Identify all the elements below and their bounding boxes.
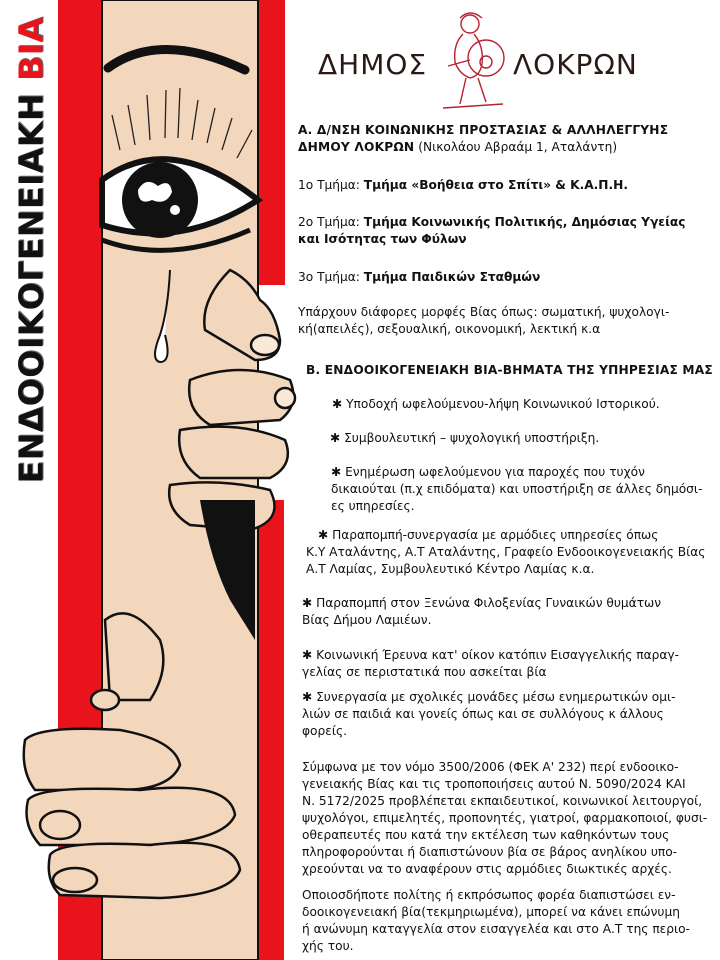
- department-1-name: Τμήμα «Βοήθεια στο Σπίτι» & Κ.Α.Π.Η.: [363, 178, 628, 192]
- step-item-cont: δικαιούται (π.χ επιδόματα) και υποστήριξη σε άλλες δημόσι-: [331, 482, 703, 496]
- step-item: ✱ Συμβουλευτική – ψυχολογική υποστήριξη.: [330, 431, 600, 445]
- section-a-address: (Νικολάου Αβραάμ 1, Αταλάντη): [418, 140, 618, 154]
- department-2-name-line1: Τμήμα Κοινωνικής Πολιτικής, Δημόσιας Υγείας: [363, 215, 686, 229]
- step-item: ✱ Παραπομπή-συνεργασία με αρμόδιες υπηρεσίες όπως: [318, 528, 659, 542]
- vertical-poster-title: [6, 0, 56, 500]
- department-3: [298, 269, 708, 286]
- step-item-cont: Κ.Υ Αταλάντης, Α.Τ Αταλάντης, Γραφείο Ενδοοικογενειακής Βίας: [306, 545, 706, 559]
- law-paragraph-line: γενειακής Βίας και τις τροποποιήσεις αυτού Ν. 5090/2024 ΚΑΙ: [302, 777, 686, 791]
- step-item-cont: Βίας Δήμου Λαμιέων.: [302, 613, 432, 627]
- step-item: ✱ Κοινωνική Έρευνα κατ' οίκον κατόπιν Εισαγγελικής παραγ-: [302, 648, 680, 662]
- section-a-heading-line1: Α. Δ/ΝΣΗ ΚΟΙΝΩΝΙΚΗΣ ΠΡΟΣΤΑΣΙΑΣ & ΑΛΛΗΛΕΓΓΥΗΣ: [298, 123, 669, 137]
- step-item-cont: Α.Τ Λαμίας, Συμβουλευτικό Κέντρο Λαμίας κ.α.: [306, 562, 595, 576]
- vertical-title-part2: ΒΙΑ: [11, 16, 51, 82]
- violence-forms-line1: Υπάρχουν διάφορες μορφές Βίας όπως: σωματική, ψυχολογι-: [298, 305, 670, 319]
- vertical-title-part1: ΕΝΔΟΟΙΚΟΓΕΝΕΙΑΚΗ: [11, 93, 51, 484]
- right-red-strip-lower: [258, 500, 284, 960]
- law-paragraph-line: Ν. 5172/2025 προβλέπεται εκπαιδευτικοί, κοινωνικοί λειτουργοί,: [302, 794, 703, 808]
- section-a-heading-municipality: ΔΗΜΟΥ ΛΟΚΡΩΝ: [298, 140, 415, 154]
- law-paragraph-line: οθεραπευτές που κατά την εκτέλεση των καθηκόντων τους: [302, 828, 670, 842]
- department-1: [298, 177, 708, 194]
- law-paragraph-line: χρεούνται να το αναφέρουν στις αρμόδιες διωκτικές αρχές.: [302, 862, 672, 876]
- section-a-heading-line2: [298, 139, 708, 156]
- violence-forms-line2: κή(απειλές), σεξουαλική, οικονομική, λεκτική κ.α: [298, 322, 601, 336]
- municipality-logo: [318, 8, 678, 108]
- step-item: ✱ Υποδοχή ωφελούμενου-λήψη Κοινωνικού Ιστορικού.: [332, 397, 660, 411]
- department-3-label: 3ο Τμήμα:: [298, 270, 360, 284]
- eye-highlight: [138, 182, 172, 202]
- report-paragraph-line: χής του.: [302, 939, 354, 953]
- step-item-cont: ες υπηρεσίες.: [331, 499, 415, 513]
- report-paragraph-line: δοοικογενειακή βία(τεκμηριωμένα), μπορεί να κάνει επώνυμη: [302, 905, 680, 919]
- logo-word-lokron: ΛΟΚΡΩΝ: [513, 48, 638, 81]
- step-item: ✱ Παραπομπή στον Ξενώνα Φιλοξενίας Γυναικών θυμάτων: [302, 596, 662, 610]
- law-paragraph-line: Σύμφωνα με τον νόμο 3500/2006 (ΦΕΚ Α' 232) περί ενδοοικο-: [302, 760, 679, 774]
- department-2-label: 2ο Τμήμα:: [298, 215, 360, 229]
- department-3-name: Τμήμα Παιδικών Σταθμών: [363, 270, 541, 284]
- step-item: ✱ Συνεργασία με σχολικές μονάδες μέσω ενημερωτικών ομι-: [302, 690, 676, 704]
- law-paragraph-line: πληροφορούνται ή διαπιστώνουν βία σε βάρος ανηλίκου υπο-: [302, 845, 678, 859]
- logo-word-dimos: ΔΗΜΟΣ: [318, 48, 428, 81]
- report-paragraph-line: Οποιοσδήποτε πολίτης ή εκπρόσωπος φορέα διαπιστώσει εν-: [302, 888, 676, 902]
- report-paragraph-line: ή ανώνυμη καταγγελία στον εισαγγελέα και στο Α.Τ της περιο-: [302, 922, 690, 936]
- department-2-name-line2: και Ισότητας των Φύλων: [298, 232, 467, 246]
- right-red-strip: [257, 0, 285, 285]
- step-item-cont: λιών σε παιδιά και γονείς όπως και σε συλλόγους κ άλλους: [302, 707, 664, 721]
- section-b-heading: Β. ΕΝΔΟΟΙΚΟΓΕΝΕΙΑΚΗ ΒΙΑ-ΒΗΜΑΤΑ ΤΗΣ ΥΠΗΡΕΣΙΑΣ ΜΑΣ: [306, 363, 713, 377]
- department-2: [298, 214, 708, 231]
- step-item-cont: γελίας σε περιστατικά που ασκείται βία: [302, 665, 547, 679]
- step-item: ✱ Ενημέρωση ωφελούμενου για παροχές που τυχόν: [331, 465, 645, 479]
- eye-sparkle: [170, 205, 180, 215]
- step-item-cont: φορείς.: [302, 724, 347, 738]
- department-1-label: 1ο Τμήμα:: [298, 178, 360, 192]
- law-paragraph-line: ψυχολόγοι, επιμελητές, προπονητές, γιατροί, φαρμακοποιοί, φυσι-: [302, 811, 708, 825]
- warrior-emblem-icon: [438, 8, 508, 118]
